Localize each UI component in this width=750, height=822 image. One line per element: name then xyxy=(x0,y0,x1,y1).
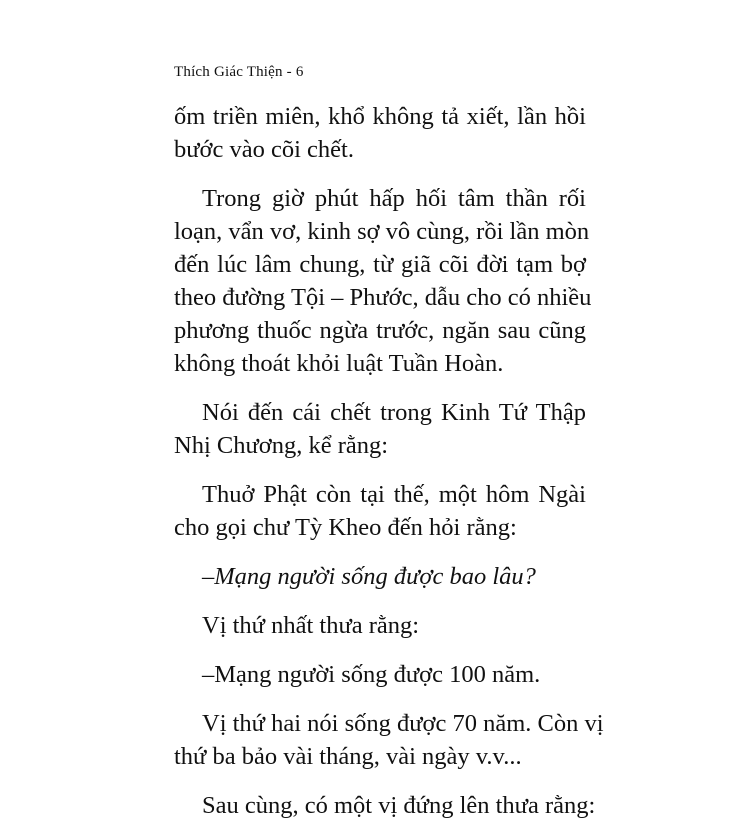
paragraph-6 xyxy=(174,609,586,642)
text-line: đến lúc lâm chung, từ giã cõi đời tạm bợ xyxy=(174,251,586,278)
text-line: Vị thứ hai nói sống được 70 năm. Còn vị xyxy=(202,710,604,737)
text-line: Vị thứ nhất thưa rằng: xyxy=(202,612,420,639)
text-line: –Mạng người sống được bao lâu? xyxy=(202,563,536,590)
text-line: Nhị Chương, kể rằng: xyxy=(174,432,389,459)
paragraph-2 xyxy=(174,182,592,380)
paragraph-3 xyxy=(174,396,586,462)
paragraph-5 xyxy=(174,560,586,593)
paragraph-1 xyxy=(174,100,586,166)
text-line: theo đường Tội – Phước, dẫu cho có nhiều xyxy=(174,284,592,311)
text-line: không thoát khỏi luật Tuần Hoàn. xyxy=(174,350,504,377)
text-line: Nói đến cái chết trong Kinh Tứ Thập xyxy=(202,399,586,426)
text-line: phương thuốc ngừa trước, ngăn sau cũng xyxy=(174,317,586,344)
paragraph-9 xyxy=(174,789,596,822)
running-header: Thích Giác Thiện - 6 xyxy=(174,64,304,80)
page-body xyxy=(174,100,604,822)
text-line: Thuở Phật còn tại thế, một hôm Ngài xyxy=(202,481,586,508)
text-line: cho gọi chư Tỳ Kheo đến hỏi rằng: xyxy=(174,514,517,541)
text-line: loạn, vẩn vơ, kinh sợ vô cùng, rồi lần mòn xyxy=(174,218,590,245)
paragraph-4 xyxy=(174,478,586,544)
text-line: Sau cùng, có một vị đứng lên thưa rằng: xyxy=(202,792,596,819)
paragraph-7 xyxy=(174,658,586,691)
text-line: thứ ba bảo vài tháng, vài ngày v.v... xyxy=(174,743,522,770)
text-line: bước vào cõi chết. xyxy=(174,136,354,163)
text-line: Trong giờ phút hấp hối tâm thần rối xyxy=(202,185,586,212)
paragraph-8 xyxy=(174,707,604,773)
text-line: ốm triền miên, khổ không tả xiết, lần hồi xyxy=(174,103,586,130)
text-line: –Mạng người sống được 100 năm. xyxy=(202,661,541,688)
